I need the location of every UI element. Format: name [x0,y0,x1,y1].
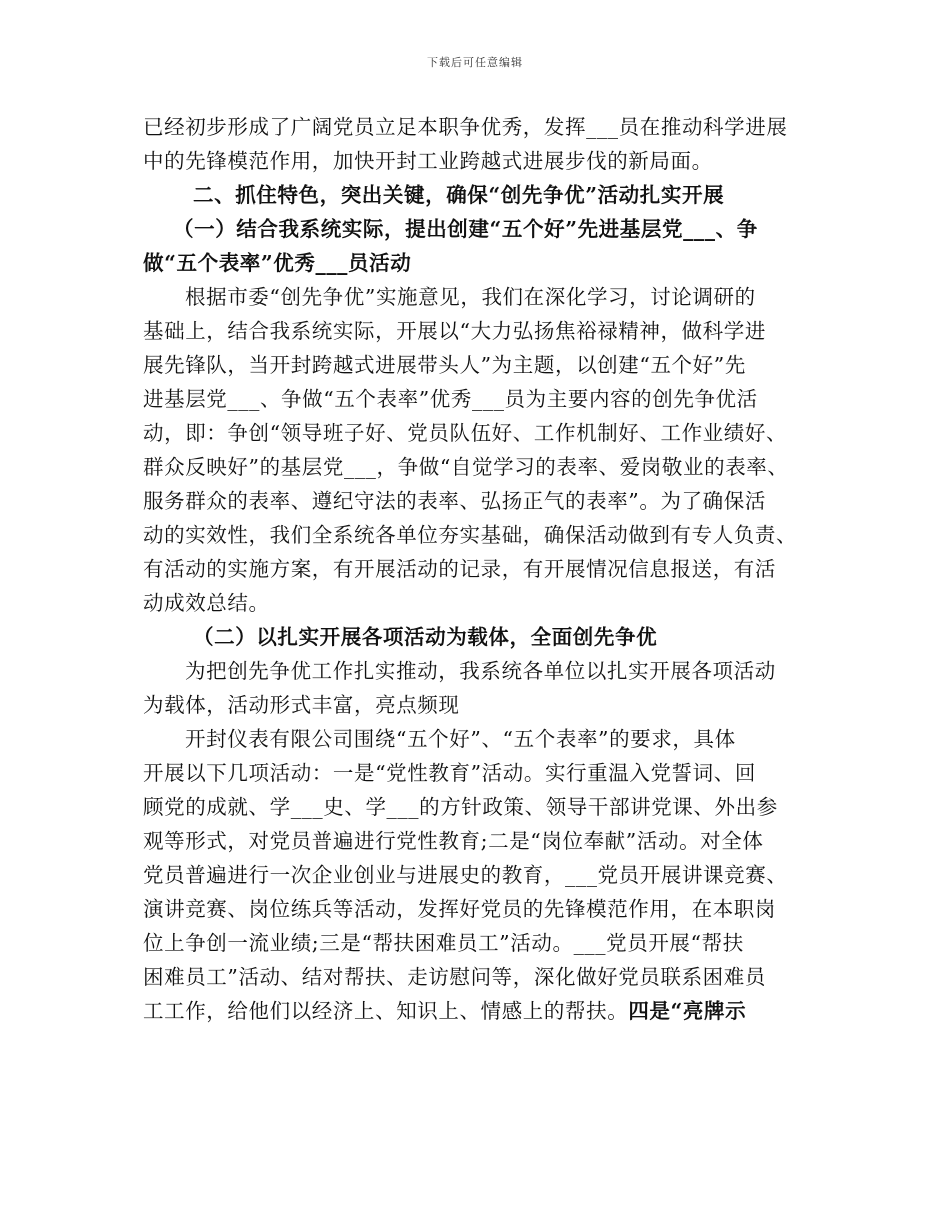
paragraph-line: 观等形式，对党员普遍进行党性教育;二是“岗位奉献”活动。对全体 [143,829,764,853]
document-body [143,110,813,1028]
paragraph-line: 已经初步形成了广阔党员立足本职争优秀，发挥___员在推动科学进展 [143,115,788,139]
subsection-heading: （二）以扎实开展各项活动为载体，全面创先争优 [193,625,658,649]
paragraph-line: 基础上，结合我系统实际，开展以“大力弘扬焦裕禄精神，做科学进 [143,319,766,343]
paragraph-line: 根据市委“创先争优”实施意见，我们在深化学习，讨论调研的 [185,285,756,309]
paragraph-line: 困难员工”活动、结对帮扶、走访慰问等，深化做好党员联系困难员 [143,965,766,989]
paragraph-line: 开封仪表有限公司围绕“五个好”、“五个表率”的要求，具体 [185,727,736,751]
paragraph-line: 动的实效性，我们全系统各单位夯实基础，确保活动做到有专人负责、 [143,523,798,547]
paragraph-line: 中的先锋模范作用，加快开封工业跨越式进展步伐的新局面。 [143,149,713,173]
paragraph-line: 动，即：争创“领导班子好、党员队伍好、工作机制好、工作业绩好、 [143,421,788,445]
subsection-heading: （一）结合我系统实际，提出创建“五个好”先进基层党___、争 [173,217,758,241]
paragraph-line: 展先锋队，当开封跨越式进展带头人”为主题，以创建“五个好”先 [143,353,746,377]
paragraph-line: 开展以下几项活动：一是“党性教育”活动。实行重温入党誓词、回 [143,761,756,785]
paragraph-line: 为载体，活动形式丰富，亮点频现 [143,693,460,717]
bold-phrase: 四是“亮牌示 [628,999,747,1023]
paragraph-line: 为把创先争优工作扎实推动，我系统各单位以扎实开展各项活动 [185,659,776,683]
paragraph-line: 党员普遍进行一次企业创业与进展史的教育，___党员开展讲课竞赛、 [143,863,788,887]
paragraph-line: 演讲竞赛、岗位练兵等活动，发挥好党员的先锋模范作用，在本职岗 [143,897,776,921]
section-heading: 二、抓住特色，突出关键，确保“创先争优”活动扎实开展 [193,183,725,207]
paragraph-line: 有活动的实施方案，有开展活动的记录，有开展情况信息报送，有活 [143,557,776,581]
paragraph-line: 顾党的成就、学___史、学___的方针政策、领导干部讲党课、外出参 [143,795,778,819]
subsection-heading-continued: 做“五个表率”优秀___员活动 [143,251,412,275]
paragraph-line: 服务群众的表率、遵纪守法的表率、弘扬正气的表率”。为了确保活 [143,489,766,513]
paragraph-line-last [143,994,813,1028]
paragraph-line-text: 工工作，给他们以经济上、知识上、情感上的帮扶。 [143,999,629,1023]
paragraph-line: 动成效总结。 [143,591,270,615]
page-header: 下载后可任意编辑 [427,56,523,69]
paragraph-line: 进基层党___、争做“五个表率”优秀___员为主要内容的创先争优活 [143,387,758,411]
paragraph-line: 位上争创一流业绩;三是“帮扶困难员工”活动。___党员开展“帮扶 [143,931,744,955]
paragraph-line: 群众反映好”的基层党___，争做“自觉学习的表率、爱岗敬业的表率、 [143,455,789,479]
